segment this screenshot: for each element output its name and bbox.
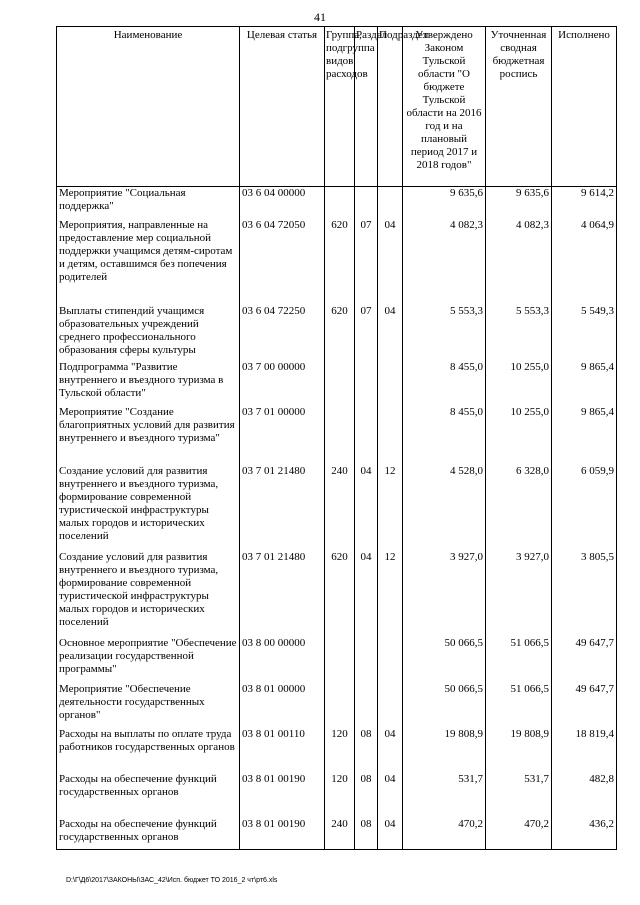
table-row (57, 219, 617, 305)
row-approved: 531,7 (403, 773, 486, 818)
row-section (355, 683, 378, 728)
row-group: 240 (325, 818, 355, 850)
row-approved: 3 927,0 (403, 551, 486, 637)
row-section: 04 (355, 551, 378, 637)
row-subsection (378, 683, 403, 728)
row-executed: 482,8 (552, 773, 617, 818)
file-path-footer: D:\Г\Д6\2017\ЗАКОНЫ\ЗАС_42\Исп. бюджет ТО 2016_2 чт\рт6.xls (66, 877, 278, 884)
header-name: Наименование (57, 27, 240, 187)
row-approved: 19 808,9 (403, 728, 486, 773)
row-executed: 9 614,2 (552, 187, 617, 219)
row-code: 03 7 01 00000 (240, 406, 325, 465)
row-approved: 50 066,5 (403, 683, 486, 728)
row-refined: 9 635,6 (486, 187, 552, 219)
row-name: Создание условий для развития внутреннего и въездного туризма, формирование современной туристической инфраструктуры малых городов и исторических поселений (57, 465, 240, 551)
row-subsection (378, 406, 403, 465)
row-group: 620 (325, 551, 355, 637)
row-code: 03 6 04 72050 (240, 219, 325, 305)
row-approved: 4 082,3 (403, 219, 486, 305)
row-code: 03 6 04 00000 (240, 187, 325, 219)
row-section: 08 (355, 773, 378, 818)
row-subsection: 04 (378, 818, 403, 850)
table-row (57, 551, 617, 637)
row-executed: 6 059,9 (552, 465, 617, 551)
table-row (57, 465, 617, 551)
row-refined: 10 255,0 (486, 406, 552, 465)
row-subsection: 04 (378, 219, 403, 305)
row-group: 620 (325, 305, 355, 361)
row-name: Расходы на выплаты по оплате труда работников государственных органов (57, 728, 240, 773)
row-subsection (378, 361, 403, 406)
row-refined: 19 808,9 (486, 728, 552, 773)
row-name: Мероприятие "Создание благоприятных условий для развития внутреннего и въездного туризма" (57, 406, 240, 465)
row-approved: 470,2 (403, 818, 486, 850)
row-section (355, 361, 378, 406)
row-executed: 3 805,5 (552, 551, 617, 637)
header-section: Раздел (355, 27, 378, 187)
page-number: 41 (314, 10, 326, 24)
row-group (325, 637, 355, 683)
row-section: 08 (355, 728, 378, 773)
row-subsection: 04 (378, 773, 403, 818)
row-refined: 470,2 (486, 818, 552, 850)
row-group: 120 (325, 728, 355, 773)
row-code: 03 8 01 00110 (240, 728, 325, 773)
row-code: 03 8 01 00000 (240, 683, 325, 728)
row-group: 120 (325, 773, 355, 818)
row-name: Основное мероприятие "Обеспечение реализации государственной программы" (57, 637, 240, 683)
row-approved: 4 528,0 (403, 465, 486, 551)
row-code: 03 7 01 21480 (240, 465, 325, 551)
row-executed: 5 549,3 (552, 305, 617, 361)
row-approved: 50 066,5 (403, 637, 486, 683)
row-refined: 10 255,0 (486, 361, 552, 406)
row-group (325, 406, 355, 465)
budget-table (56, 26, 617, 850)
row-group (325, 683, 355, 728)
row-subsection (378, 637, 403, 683)
row-subsection: 04 (378, 728, 403, 773)
row-refined: 3 927,0 (486, 551, 552, 637)
row-code: 03 8 01 00190 (240, 818, 325, 850)
row-subsection (378, 187, 403, 219)
row-section (355, 406, 378, 465)
table-row (57, 637, 617, 683)
row-refined: 5 553,3 (486, 305, 552, 361)
table-row (57, 728, 617, 773)
header-executed: Исполнено (552, 27, 617, 187)
row-subsection: 12 (378, 465, 403, 551)
row-executed: 436,2 (552, 818, 617, 850)
table-row (57, 361, 617, 406)
row-section: 07 (355, 219, 378, 305)
row-name: Расходы на обеспечение функций государственных органов (57, 773, 240, 818)
row-group: 240 (325, 465, 355, 551)
row-executed: 4 064,9 (552, 219, 617, 305)
row-section (355, 187, 378, 219)
table-row (57, 818, 617, 850)
row-executed: 9 865,4 (552, 361, 617, 406)
row-executed: 49 647,7 (552, 637, 617, 683)
table-row (57, 406, 617, 465)
row-code: 03 6 04 72250 (240, 305, 325, 361)
table-row (57, 187, 617, 219)
table-row (57, 773, 617, 818)
row-code: 03 7 01 21480 (240, 551, 325, 637)
row-group (325, 187, 355, 219)
row-refined: 6 328,0 (486, 465, 552, 551)
row-code: 03 8 00 00000 (240, 637, 325, 683)
table-row (57, 683, 617, 728)
row-name: Мероприятие "Обеспечение деятельности государственных органов" (57, 683, 240, 728)
row-section: 04 (355, 465, 378, 551)
row-code: 03 7 00 00000 (240, 361, 325, 406)
row-name: Выплаты стипендий учащимся образовательных учреждений среднего профессионального образования сферы культуры (57, 305, 240, 361)
header-group: Группа, подгруппа видов расходов (325, 27, 355, 187)
row-name: Подпрограмма "Развитие внутреннего и въездного туризма в Тульской области" (57, 361, 240, 406)
row-section: 07 (355, 305, 378, 361)
row-name: Мероприятие "Социальная поддержка" (57, 187, 240, 219)
header-refined: Уточненная сводная бюджетная роспись (486, 27, 552, 187)
header-target: Целевая статья (240, 27, 325, 187)
row-refined: 51 066,5 (486, 683, 552, 728)
row-group: 620 (325, 219, 355, 305)
row-name: Расходы на обеспечение функций государственных органов (57, 818, 240, 850)
header-subsection: Подраздел (378, 27, 403, 187)
row-group (325, 361, 355, 406)
row-subsection: 04 (378, 305, 403, 361)
row-refined: 4 082,3 (486, 219, 552, 305)
row-section (355, 637, 378, 683)
header-row (57, 27, 617, 187)
row-approved: 8 455,0 (403, 406, 486, 465)
row-approved: 5 553,3 (403, 305, 486, 361)
row-name: Мероприятия, направленные на предоставление мер социальной поддержки учащимся детям-сиротам и детям, оставшимся без попечения родителей (57, 219, 240, 305)
row-approved: 8 455,0 (403, 361, 486, 406)
row-refined: 51 066,5 (486, 637, 552, 683)
row-subsection: 12 (378, 551, 403, 637)
header-approved: Утверждено Законом Тульской области "О бюджете Тульской области на 2016 год и на плановый период 2017 и 2018 годов" (403, 27, 486, 187)
table-row (57, 305, 617, 361)
row-name: Создание условий для развития внутреннего и въездного туризма, формирование современной туристической инфраструктуры малых городов и исторических поселений (57, 551, 240, 637)
row-executed: 18 819,4 (552, 728, 617, 773)
row-refined: 531,7 (486, 773, 552, 818)
row-executed: 49 647,7 (552, 683, 617, 728)
row-code: 03 8 01 00190 (240, 773, 325, 818)
row-executed: 9 865,4 (552, 406, 617, 465)
row-approved: 9 635,6 (403, 187, 486, 219)
row-section: 08 (355, 818, 378, 850)
